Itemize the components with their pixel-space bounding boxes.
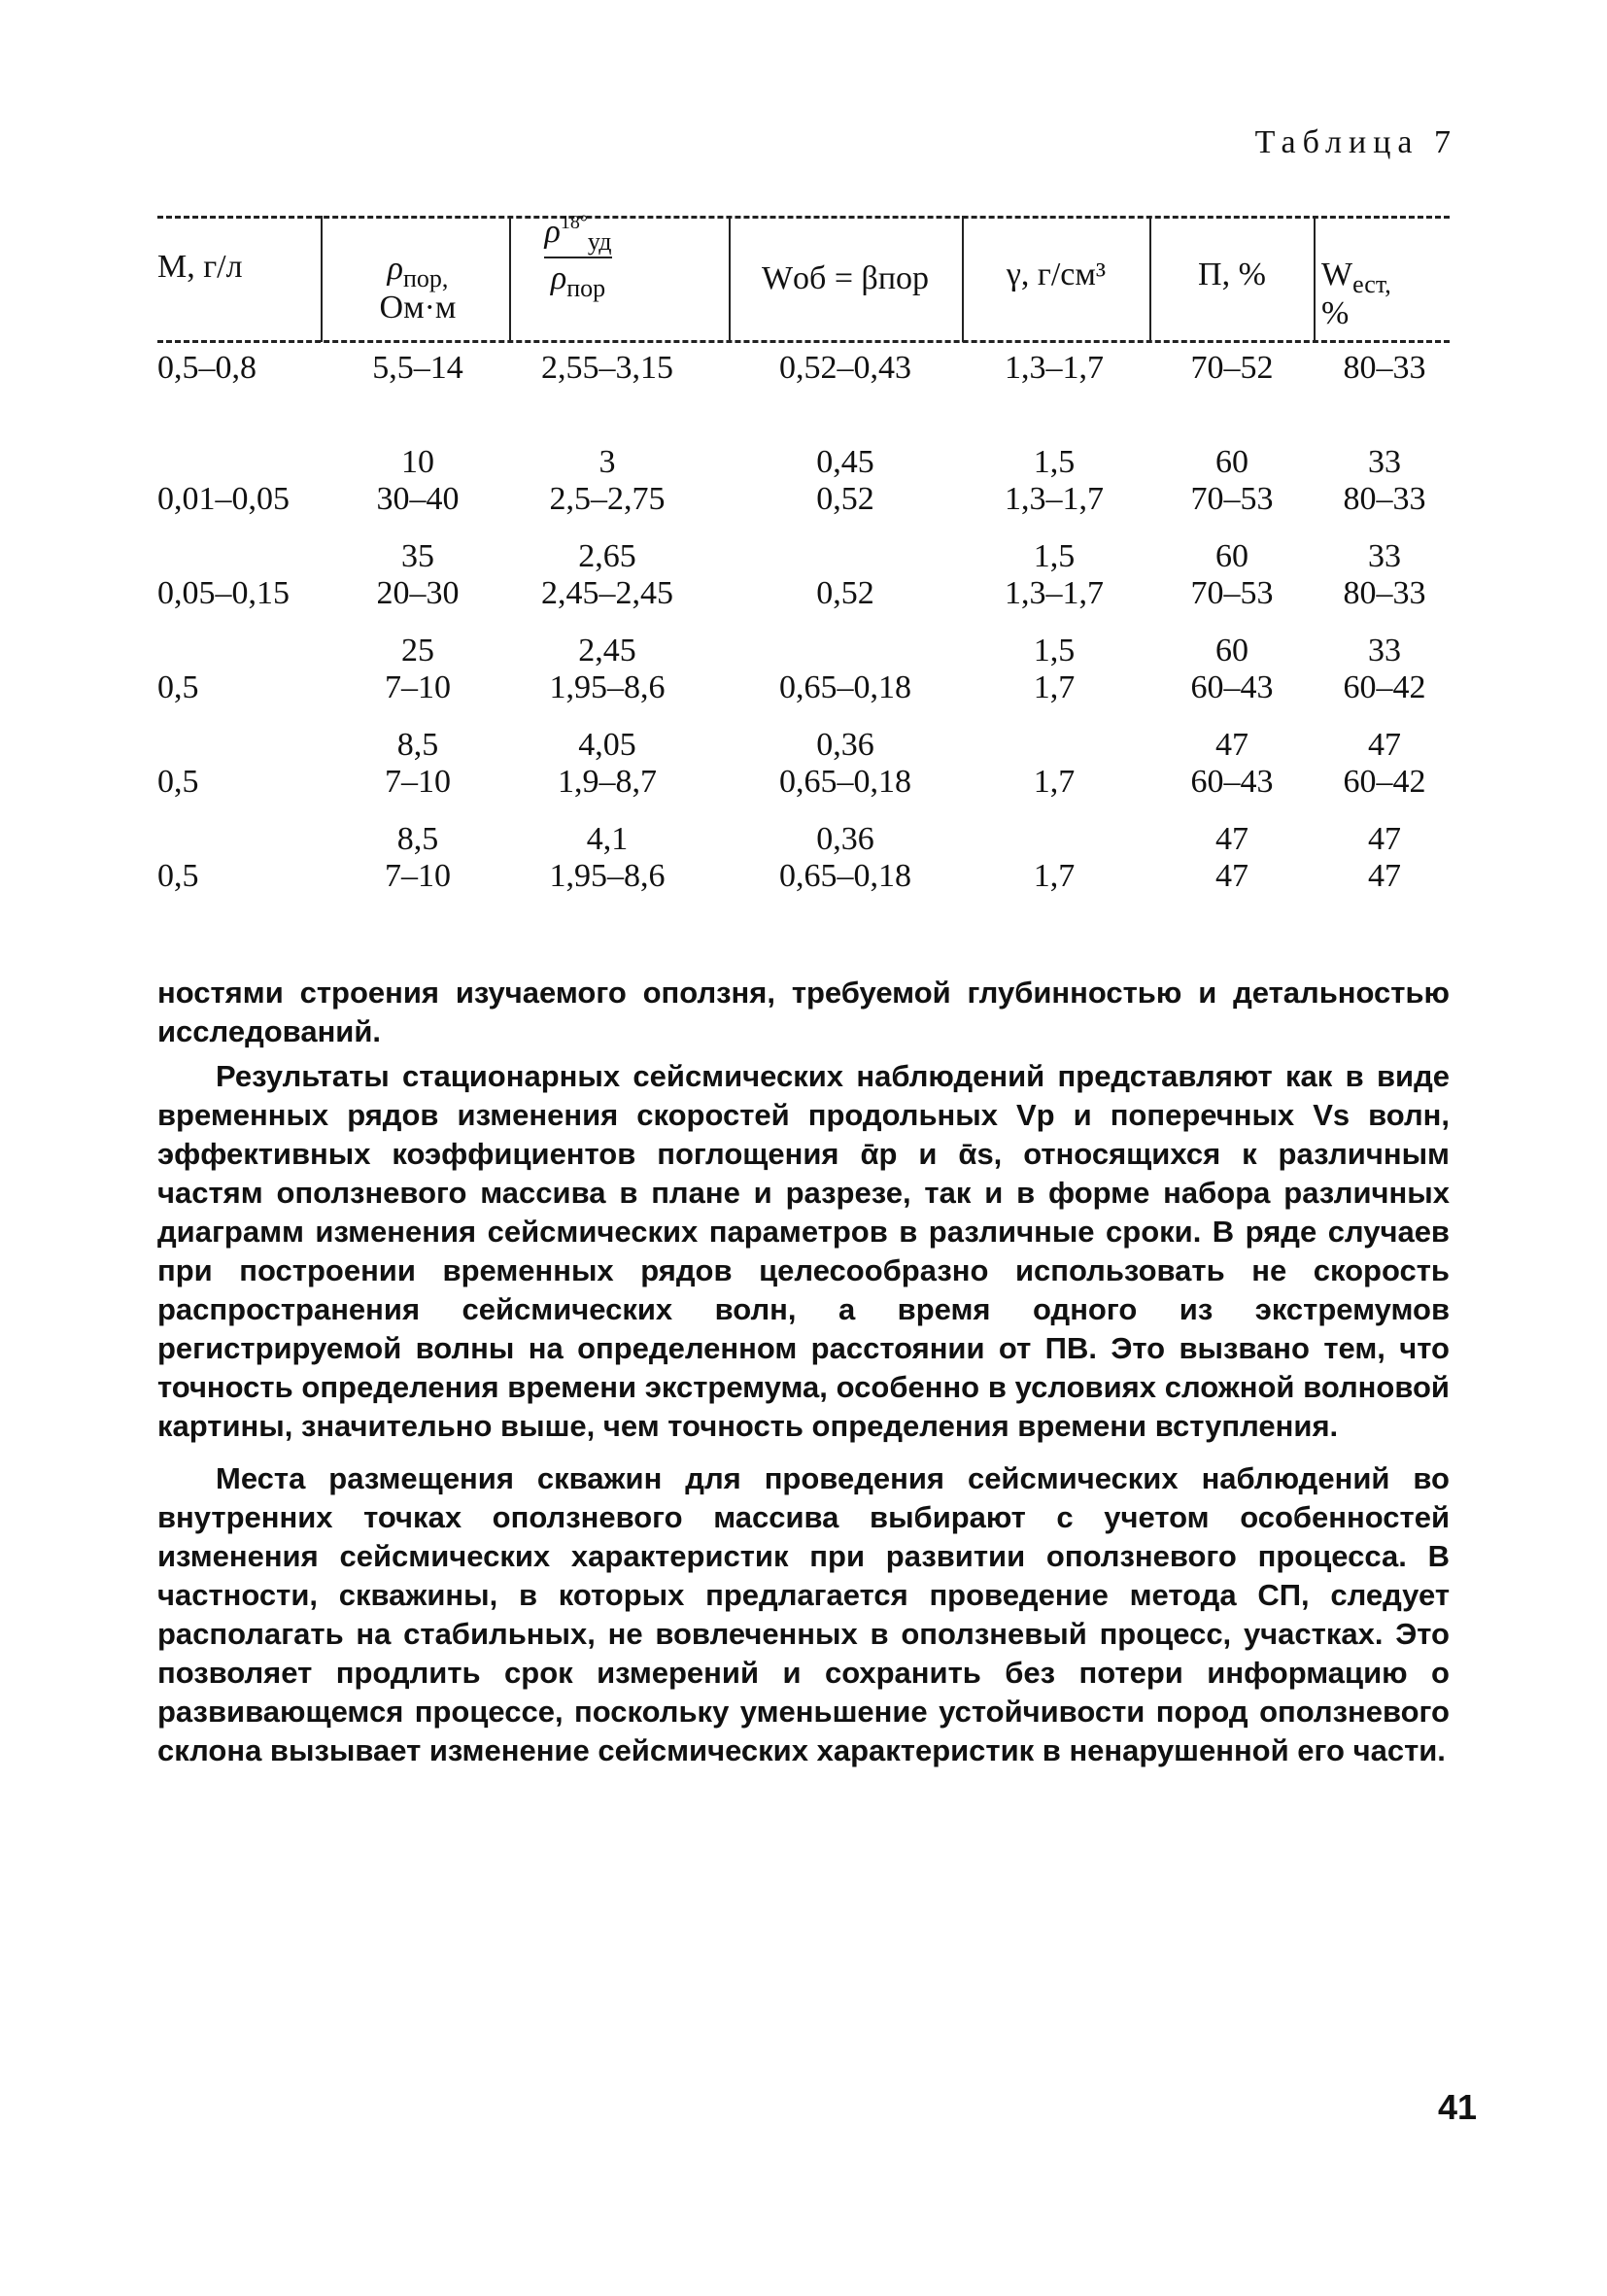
cell-gamma bbox=[972, 444, 1137, 518]
cell-value-bottom: 5,5–14 bbox=[372, 350, 463, 386]
cell-value-top: 47 bbox=[1368, 727, 1401, 763]
cell-value-top: 4,05 bbox=[578, 727, 636, 763]
cell-m: 0,5 bbox=[157, 764, 199, 800]
header-p bbox=[1151, 257, 1313, 293]
cell-rho-ud bbox=[525, 821, 690, 895]
cell-value-top bbox=[1321, 313, 1448, 350]
cell-value-top bbox=[972, 313, 1137, 350]
cell-value-top: 60 bbox=[1215, 444, 1248, 480]
cell-value-bottom: 60–43 bbox=[1190, 764, 1274, 800]
cell-value-bottom: 70–52 bbox=[1190, 350, 1274, 386]
cell-w-est bbox=[1321, 727, 1448, 801]
cell-rho-por bbox=[340, 821, 496, 895]
header-w-ob bbox=[731, 260, 960, 297]
cell-value-top bbox=[1151, 313, 1313, 350]
page-number: 41 bbox=[1437, 2087, 1477, 2127]
header-rho-ud-fraction-bar bbox=[544, 257, 612, 258]
cell-rho-por bbox=[340, 633, 496, 706]
cell-w-ob bbox=[748, 821, 942, 895]
cell-value-bottom: 80–33 bbox=[1343, 575, 1426, 611]
cell-value-top: 3 bbox=[598, 444, 616, 480]
cell-value-top bbox=[748, 633, 942, 669]
cell-value-bottom: 30–40 bbox=[376, 481, 460, 517]
cell-value-bottom: 0,65–0,18 bbox=[779, 858, 911, 894]
cell-value-bottom: 0,52 bbox=[816, 481, 874, 517]
paragraph-3: Места размещения скважин для проведения сейсмических наблюдений во внутренних точках оползневого массива выбирают с учетом особенностей изменения сейсмических характеристик при развитии оползневого процесса. В частности, скважины, в которых предлагается проведение метода СП, следует располагать на стабильных, не вовлеченных в оползневый процесс, участках. Это позволяет продлить срок измерений и сохранить без потери информацию о развивающемся процессе, поскольку уменьшение устойчивости пород оползневого склона вызывает изменение сейсмических характеристик в ненарушенной его части. bbox=[157, 1461, 1450, 1767]
cell-value-top: 4,1 bbox=[586, 821, 629, 857]
table-caption: Таблица 7 bbox=[1254, 124, 1457, 160]
cell-value-top: 1,5 bbox=[1033, 538, 1076, 574]
table-row bbox=[0, 438, 1607, 535]
cell-value-top: 47 bbox=[1215, 821, 1248, 857]
header-divider bbox=[321, 216, 323, 342]
cell-value-bottom: 0,65–0,18 bbox=[779, 764, 911, 800]
cell-value-bottom: 1,3–1,7 bbox=[1005, 350, 1104, 386]
cell-rho-por bbox=[340, 538, 496, 612]
cell-rho-ud bbox=[525, 538, 690, 612]
cell-value-bottom: 60–42 bbox=[1343, 764, 1426, 800]
cell-m: 0,01–0,05 bbox=[157, 481, 290, 517]
table-row bbox=[0, 815, 1607, 912]
cell-value-top bbox=[972, 821, 1137, 858]
cell-value-bottom: 7–10 bbox=[385, 669, 451, 705]
cell-m: 0,5 bbox=[157, 858, 199, 894]
header-rho-ud-numerator: $\rho^{18^\circ}_{уд}$ bbox=[544, 212, 612, 256]
cell-w-est bbox=[1321, 821, 1448, 895]
table-top-rule bbox=[157, 216, 1450, 219]
header-divider bbox=[1314, 216, 1316, 342]
cell-value-top: 8,5 bbox=[396, 821, 439, 857]
cell-gamma bbox=[972, 313, 1137, 387]
paragraph-2: Результаты стационарных сейсмических наблюдений представляют как в виде временных рядов изменения скоростей продольных Vp и поперечных Vs волн, эффективных коэффициентов поглощения ᾱp и ᾱs, относящихся к различным частям оползневого массива в плане и разрезе, так и в форме набора различных диаграмм изменения сейсмических параметров в различные сроки. В ряде случаев при построении временных рядов целесообразно использовать не скорость распространения сейсмических волн, а время одного из экстремумов регистрируемой волны на определенном расстоянии от ПВ. Это вызвано тем, что точность определения времени экстремума, особенно в условиях сложной волновой картины, значительно выше, чем точность определения времени вступления. bbox=[157, 1059, 1450, 1443]
cell-value-bottom: 2,55–3,15 bbox=[541, 350, 673, 386]
cell-w-ob bbox=[748, 538, 942, 612]
cell-value-top: 0,45 bbox=[816, 444, 874, 480]
cell-gamma bbox=[972, 727, 1137, 801]
cell-p bbox=[1151, 633, 1313, 706]
cell-w-ob bbox=[748, 727, 942, 801]
cell-w-est bbox=[1321, 444, 1448, 518]
cell-value-top: 1,5 bbox=[1033, 444, 1076, 480]
cell-value-bottom: 7–10 bbox=[385, 858, 451, 894]
cell-value-bottom: 0,65–0,18 bbox=[779, 669, 911, 705]
cell-value-top: 25 bbox=[401, 633, 434, 668]
cell-value-bottom: 1,7 bbox=[1033, 858, 1076, 894]
header-w-est-unit: % bbox=[1321, 295, 1350, 331]
header-m-label: М, г/л bbox=[157, 249, 243, 285]
cell-rho-ud bbox=[525, 633, 690, 706]
cell-rho-por bbox=[340, 444, 496, 518]
cell-p bbox=[1151, 444, 1313, 518]
cell-value-top: 10 bbox=[401, 444, 434, 480]
cell-value-top bbox=[525, 313, 690, 350]
cell-value-bottom: 80–33 bbox=[1343, 481, 1426, 517]
cell-rho-ud bbox=[525, 727, 690, 801]
cell-value-top bbox=[748, 538, 942, 575]
cell-value-top: 33 bbox=[1368, 538, 1401, 574]
header-rho-ud-denominator: $\rho_{пор}$ bbox=[550, 260, 606, 302]
cell-m: 0,5 bbox=[157, 669, 199, 705]
table-row bbox=[0, 344, 1607, 441]
cell-p bbox=[1151, 821, 1313, 895]
cell-value-bottom: 1,3–1,7 bbox=[1005, 575, 1104, 611]
cell-value-top: 47 bbox=[1215, 727, 1248, 763]
cell-rho-por bbox=[340, 727, 496, 801]
header-p-label: П, % bbox=[1198, 257, 1266, 292]
cell-value-top bbox=[972, 727, 1137, 764]
cell-w-ob bbox=[748, 633, 942, 706]
paragraph-1: ностями строения изучаемого оползня, требуемой глубинностью и детальностью исследований. bbox=[157, 976, 1450, 1048]
cell-gamma bbox=[972, 538, 1137, 612]
cell-p bbox=[1151, 538, 1313, 612]
cell-value-top: 47 bbox=[1368, 821, 1401, 857]
cell-value-bottom: 1,7 bbox=[1033, 764, 1076, 800]
header-w-ob-label: Wоб = βпор bbox=[761, 260, 930, 296]
table-row bbox=[0, 532, 1607, 630]
header-w-est-symbol: $W_{ест,}$ bbox=[1321, 257, 1391, 298]
cell-w-est bbox=[1321, 313, 1448, 387]
cell-w-ob bbox=[748, 313, 942, 387]
cell-p bbox=[1151, 727, 1313, 801]
cell-value-bottom: 47 bbox=[1215, 858, 1248, 894]
cell-value-top bbox=[748, 313, 942, 350]
cell-value-bottom: 60–43 bbox=[1190, 669, 1274, 705]
cell-value-top: 0,36 bbox=[816, 727, 874, 763]
cell-value-bottom: 70–53 bbox=[1190, 481, 1274, 517]
cell-value-bottom: 20–30 bbox=[376, 575, 460, 611]
table-row bbox=[0, 627, 1607, 724]
cell-p bbox=[1151, 313, 1313, 387]
cell-value-top bbox=[340, 313, 496, 350]
cell-gamma bbox=[972, 633, 1137, 706]
cell-value-top: 60 bbox=[1215, 538, 1248, 574]
cell-value-bottom: 1,9–8,7 bbox=[558, 764, 657, 800]
header-gamma bbox=[964, 257, 1148, 293]
cell-value-bottom: 1,95–8,6 bbox=[549, 669, 666, 705]
cell-rho-ud bbox=[525, 444, 690, 518]
cell-value-top: 60 bbox=[1215, 633, 1248, 668]
cell-m: 0,05–0,15 bbox=[157, 575, 290, 611]
cell-value-bottom: 0,52–0,43 bbox=[779, 350, 911, 386]
header-m bbox=[157, 249, 303, 286]
header-gamma-label: γ, г/см³ bbox=[1006, 257, 1107, 292]
cell-gamma bbox=[972, 821, 1137, 895]
cell-rho-ud bbox=[525, 313, 690, 387]
cell-value-top: 2,45 bbox=[578, 633, 636, 668]
cell-value-bottom: 60–42 bbox=[1343, 669, 1426, 705]
cell-value-bottom: 1,7 bbox=[1033, 669, 1076, 705]
cell-value-top: 33 bbox=[1368, 444, 1401, 480]
header-rho-por-symbol: $\rho_{пор,}$ bbox=[387, 251, 449, 292]
cell-value-top: 1,5 bbox=[1033, 633, 1076, 668]
cell-value-bottom: 70–53 bbox=[1190, 575, 1274, 611]
cell-value-bottom: 47 bbox=[1368, 858, 1401, 894]
cell-value-top: 8,5 bbox=[396, 727, 439, 763]
cell-value-bottom: 80–33 bbox=[1343, 350, 1426, 386]
cell-m: 0,5–0,8 bbox=[157, 350, 256, 386]
cell-w-ob bbox=[748, 444, 942, 518]
cell-value-bottom: 1,3–1,7 bbox=[1005, 481, 1104, 517]
cell-value-bottom: 0,52 bbox=[816, 575, 874, 611]
cell-w-est bbox=[1321, 633, 1448, 706]
cell-value-bottom: 1,95–8,6 bbox=[549, 858, 666, 894]
cell-value-bottom: 7–10 bbox=[385, 764, 451, 800]
cell-value-top: 0,36 bbox=[816, 821, 874, 857]
cell-rho-por bbox=[340, 313, 496, 387]
cell-value-top: 33 bbox=[1368, 633, 1401, 668]
cell-w-est bbox=[1321, 538, 1448, 612]
cell-value-bottom: 2,5–2,75 bbox=[549, 481, 666, 517]
header-rho-ud bbox=[515, 212, 641, 302]
cell-value-top: 35 bbox=[401, 538, 434, 574]
header-divider bbox=[509, 216, 511, 342]
cell-value-bottom: 2,45–2,45 bbox=[541, 575, 673, 611]
cell-value-top: 2,65 bbox=[578, 538, 636, 574]
header-rho-por-unit: Ом·м bbox=[379, 290, 457, 326]
table-row bbox=[0, 721, 1607, 818]
